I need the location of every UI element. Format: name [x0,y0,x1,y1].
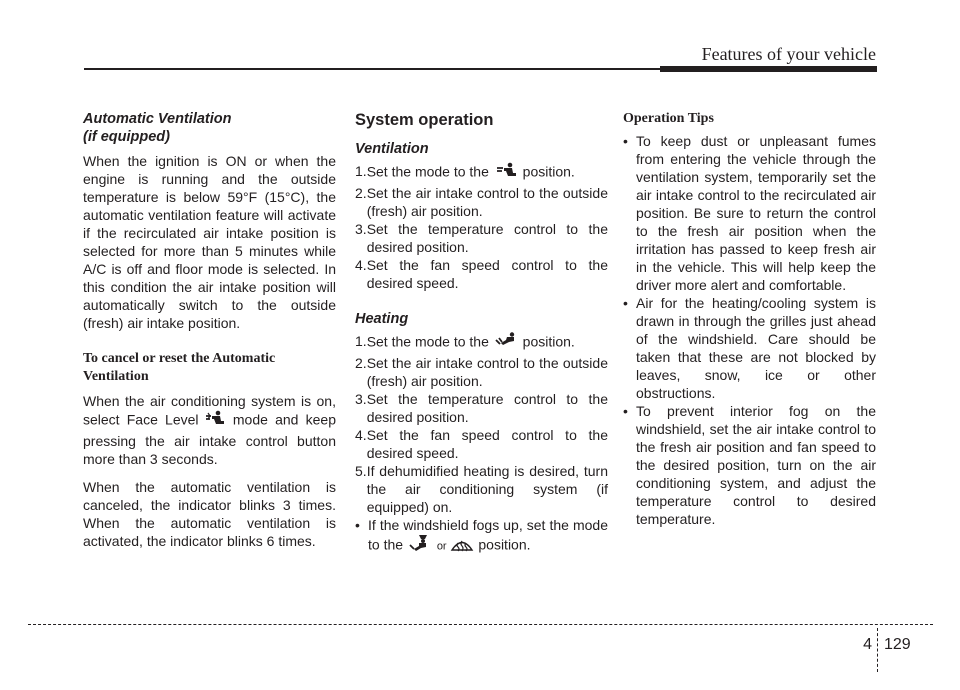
heating-step-4 [355,426,608,462]
chapter-number: 4 [863,636,872,653]
heating-bullet-windshield-fog [355,516,608,558]
text-fragment: If the windshield fogs up, set the mode to the [368,517,608,553]
heading-operation-tips: Operation Tips [623,111,714,126]
step-text: Set the air intake control to the outside (fresh) air position. [366,355,608,389]
step-text: Set the air intake control to the outside (fresh) air position. [366,185,608,219]
text-fragment: position. [522,333,575,350]
section-title: System operation [355,111,494,129]
heading-heating: Heating [355,311,409,327]
step-number: 2. [355,355,367,371]
floor-mode-icon [493,332,519,354]
subheading-line-1: To cancel or reset the Automatic [83,351,276,366]
column-system-operation [355,110,608,558]
page-number: 129 [884,636,911,653]
step-number: 3. [355,221,367,237]
heading-ventilation: Ventilation [355,141,429,157]
ventilation-step-4 [355,256,608,292]
step-text: Set the temperature control to the desired position. [366,221,608,255]
tip-text: To prevent interior fog on the windshield, set the air intake control to the fresh air position and fan speed to the desired position, turn on the air conditioning system, and adjust the temperature control to desired temperature. [636,403,876,527]
step-text: If dehumidified heating is desired, turn the air conditioning system (if equipped) on. [366,463,608,515]
step-text [367,332,608,354]
step-number: 5. [355,463,367,479]
page-number-divider [877,628,878,672]
step-text [367,162,608,184]
step-number: 1. [355,163,367,179]
text-fragment: Set the mode to the [366,163,493,180]
subheading-line-2: Ventilation [83,369,149,384]
tip-item [623,294,876,402]
step-number: 4. [355,427,367,443]
paragraph-cancel-instructions [83,392,336,468]
step-number: 3. [355,391,367,407]
heating-step-2 [355,354,608,390]
bullet-icon: • [623,295,628,311]
face-level-mode-icon [493,162,519,184]
ventilation-step-1 [355,162,608,184]
text-fragment: Set the mode to the [366,333,493,350]
step-text: Set the fan speed control to the desired speed. [366,427,608,461]
step-text: Set the temperature control to the desired position. [366,391,608,425]
step-number: 2. [355,185,367,201]
tip-item [623,402,876,528]
text-fragment: mode and keep pressing the air intake control button more than 3 seconds. [83,411,336,467]
bullet-icon: • [623,133,628,149]
tip-text: Air for the heating/cooling system is drawn in through the grilles just ahead of the windshield. Care should be taken that these are not blocked by leaves, snow, ice or other obstructions. [636,295,876,401]
ventilation-step-3 [355,220,608,256]
header-title: Features of your vehicle [701,44,876,64]
face-level-mode-icon [206,410,226,432]
column-operation-tips [623,110,876,528]
bullet-text [368,516,608,558]
heating-step-1 [355,332,608,354]
windshield-defrost-icon [450,535,474,557]
tip-item [623,132,876,294]
heading-automatic-ventilation [83,110,336,146]
heating-step-5 [355,462,608,516]
column-automatic-ventilation [83,110,336,550]
footer-rule [28,624,933,625]
bullet-icon: • [355,517,360,533]
heading-line-1: Automatic Ventilation [83,111,232,127]
bullet-icon: • [623,403,628,419]
paragraph-auto-vent-description: When the ignition is ON or when the engine is running and the outside temperature is below 59°F (15°C), the automatic ventilation feature will activate if the recirculated air intake position is selected for more than 5 minutes while A/C is off and floor mode is selected. In this condition the air intake position will automatically switch to the outside (fresh) air intake position. [83,153,336,331]
step-number: 4. [355,257,367,273]
heading-line-2: (if equipped) [83,129,170,145]
paragraph-indicator-blinks: When the automatic ventilation is canceled, the indicator blinks 3 times. When the automatic ventilation is activated, the indicator blinks 6 times. [83,479,336,549]
ventilation-step-2 [355,184,608,220]
text-fragment: When the air conditioning system is on, select Face Level [83,393,336,428]
step-text: Set the fan speed control to the desired speed. [366,257,608,291]
heading-cancel-reset [83,350,336,386]
step-number: 1. [355,333,367,349]
heating-step-3 [355,390,608,426]
text-or: or [436,540,447,553]
floor-defrost-mode-icon [407,534,433,558]
text-fragment: position. [478,536,531,553]
tip-text: To keep dust or unpleasant fumes from entering the vehicle through the ventilation system, temporarily set the air intake control to the recirculated air position. Be sure to return the control to the fresh air position when the irritation has passed to keep fresh air in the vehicle. This will help keep the driver more alert and comfortable. [636,133,876,293]
header-bar [660,66,877,72]
text-fragment: position. [522,163,575,180]
